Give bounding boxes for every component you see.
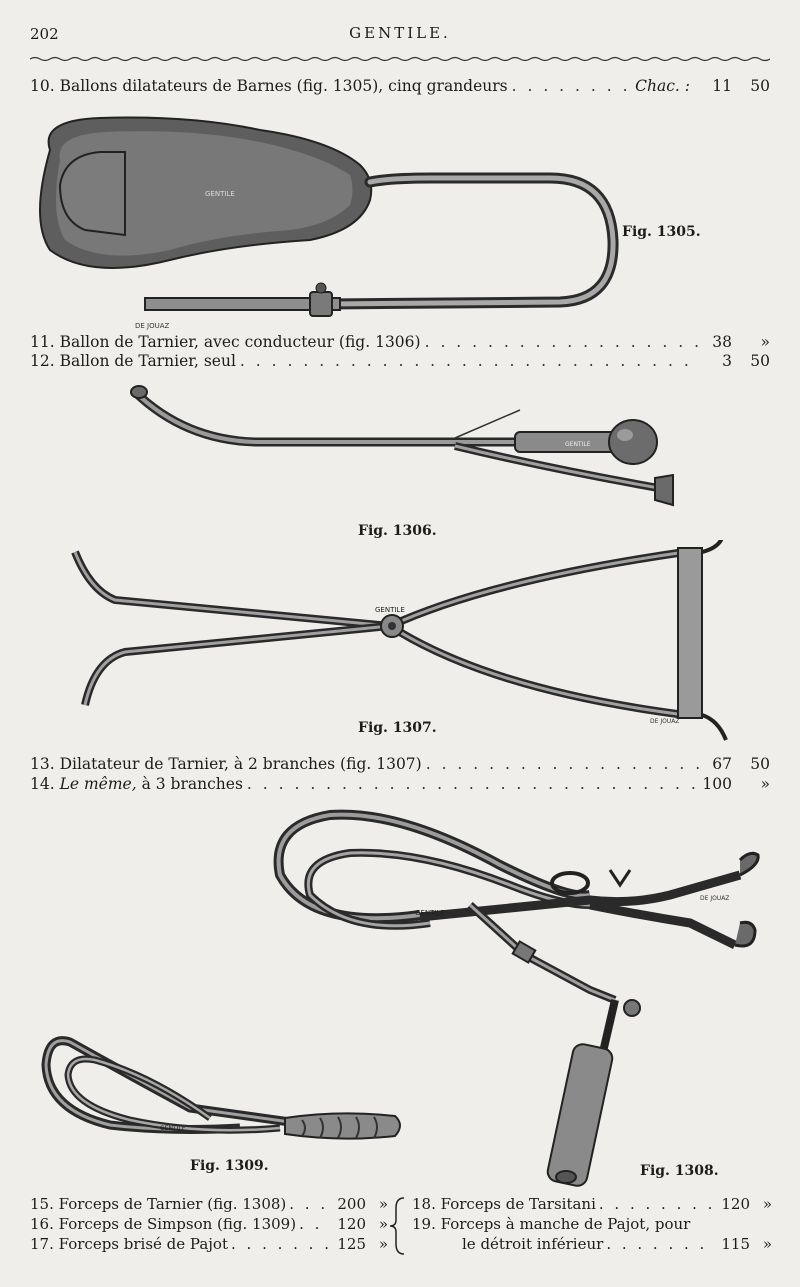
price-sign: » [378, 1195, 388, 1213]
entry-label: 16. Forceps de Simpson (fig. 1309) [30, 1215, 297, 1233]
catalog-entry-19-continued [412, 1235, 772, 1255]
price-sign: » [378, 1235, 388, 1253]
price-francs: 67 [712, 755, 732, 773]
price-cents: 50 [750, 352, 770, 370]
leader-dots [426, 755, 700, 773]
entry-price-prefix: Chac. : [635, 77, 690, 95]
header-rule [30, 56, 770, 62]
leader-dots [599, 1195, 714, 1213]
figure-1308-caption: Fig. 1308. [640, 1163, 719, 1179]
catalog-entry-11 [30, 333, 770, 353]
column-brace [388, 1196, 412, 1256]
price-francs: 38 [712, 333, 732, 351]
catalog-entry-15 [30, 1195, 388, 1215]
entry-price: 120 [337, 1215, 366, 1233]
catalog-entry-13 [30, 755, 770, 775]
figure-1309-simpson-forceps [40, 1030, 410, 1140]
leader-dots [425, 333, 700, 351]
catalog-entry-14 [30, 775, 770, 795]
leader-dots [606, 1235, 714, 1253]
figure-1307-caption: Fig. 1307. [358, 720, 437, 736]
catalog-entry-19 [412, 1215, 772, 1235]
catalog-entry-17 [30, 1235, 388, 1255]
price-cents: 50 [750, 77, 770, 95]
entry-label-italic: Le même, [59, 775, 137, 793]
entry-label: le détroit inférieur [462, 1235, 604, 1253]
entry-label: 17. Forceps brisé de Pajot [30, 1235, 228, 1253]
page-number: 202 [30, 25, 59, 43]
running-head: GENTILE. [349, 24, 451, 42]
entry-label: 15. Forceps de Tarnier (fig. 1308) [30, 1195, 287, 1213]
price-francs: 11 [712, 77, 732, 95]
entry-label: 13. Dilatateur de Tarnier, à 2 branches (fig. 1307) [30, 755, 422, 773]
entry-label: 11. Ballon de Tarnier, avec conducteur (fig. 1306) [30, 333, 421, 351]
price-francs: 100 [702, 775, 732, 793]
entry-price: 200 [337, 1195, 366, 1213]
entry-label: 12. Ballon de Tarnier, seul [30, 352, 236, 370]
catalog-entry-10 [30, 77, 770, 97]
figure-1309-caption: Fig. 1309. [190, 1158, 269, 1174]
price-cents: » [760, 333, 770, 351]
price-sign: » [762, 1195, 772, 1213]
engraved-mark: GENTILE [205, 190, 235, 198]
engraved-mark: GENTILE [375, 606, 405, 614]
price-sign: » [378, 1215, 388, 1233]
engraver-signature: DE JOUAZ [700, 895, 730, 902]
entry-label-rest: à 3 branches [141, 775, 243, 793]
engraved-mark: GENTILE [565, 441, 591, 448]
entry-number: 14. [30, 775, 55, 793]
entry-price: 115 [721, 1235, 750, 1253]
price-francs: 3 [722, 352, 732, 370]
bottom-left-column [30, 1195, 388, 1255]
entry-label [30, 775, 247, 793]
leader-dots [231, 1235, 330, 1253]
leader-dots [240, 352, 700, 370]
entry-price: 120 [721, 1195, 750, 1213]
engraved-mark: GENTILE [415, 909, 445, 917]
leader-dots [289, 1195, 330, 1213]
price-sign: » [762, 1235, 772, 1253]
leader-dots [247, 775, 700, 793]
figure-1307-tarnier-dilator [70, 540, 730, 745]
figure-1306-tarnier-balloon [125, 380, 685, 515]
leader-dots [299, 1215, 330, 1233]
figure-1306-caption: Fig. 1306. [358, 523, 437, 539]
engraved-mark: GENTILE [160, 1125, 186, 1132]
entry-label: 18. Forceps de Tarsitani [412, 1195, 596, 1213]
figure-1305-barnes-balloon [30, 110, 730, 330]
entry-price: 125 [337, 1235, 366, 1253]
bottom-right-column [412, 1195, 772, 1255]
price-cents: 50 [750, 755, 770, 773]
catalog-entry-16 [30, 1215, 388, 1235]
leader-dots [512, 77, 630, 95]
engraver-signature: DE JOUAZ [135, 322, 170, 330]
catalog-entry-18 [412, 1195, 772, 1215]
figure-1305-caption: Fig. 1305. [622, 224, 701, 240]
entry-label: 10. Ballons dilatateurs de Barnes (fig. 1305), cinq grandeurs [30, 77, 508, 95]
engraver-signature: DE JOUAZ [650, 718, 680, 725]
catalog-entry-12 [30, 352, 770, 372]
entry-label: 19. Forceps à manche de Pajot, pour [412, 1215, 691, 1233]
price-cents: » [760, 775, 770, 793]
